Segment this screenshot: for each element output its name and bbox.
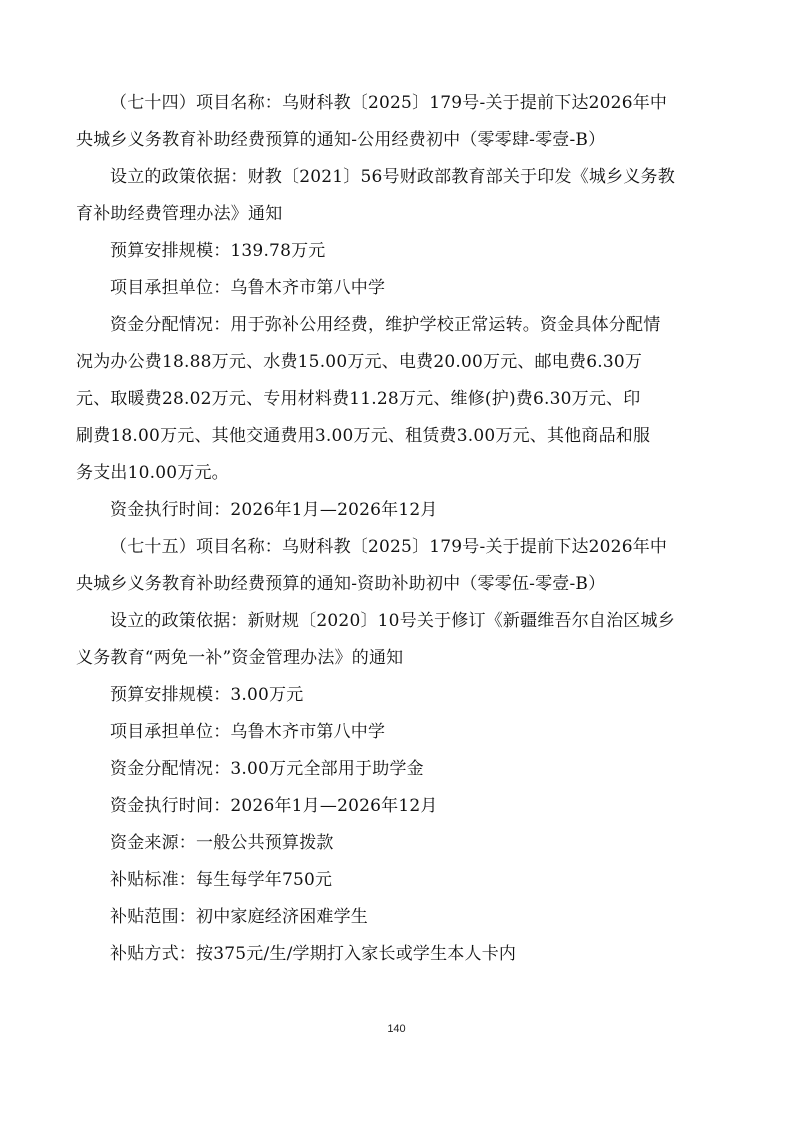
item75-standard-paragraph	[110, 862, 710, 899]
item74-title-paragraph	[76, 85, 710, 159]
text-line: 预算安排规模：139.78万元	[110, 241, 326, 261]
item74-budget-paragraph	[110, 233, 710, 270]
text-line: 资金分配情况：用于弥补公用经费，维护学校正常运转。资金具体分配情	[110, 315, 661, 335]
item75-title-paragraph	[76, 529, 710, 603]
text-line: 央城乡义务教育补助经费预算的通知-公用经费初中（零零肆-零壹-B）	[76, 130, 606, 150]
text-line: 资金分配情况：3.00万元全部用于助学金	[110, 759, 424, 779]
text-line: 补贴方式：按375元/生/学期打入家长或学生本人卡内	[110, 944, 517, 964]
item75-scope-paragraph	[110, 899, 710, 936]
item74-time-paragraph	[110, 492, 710, 529]
text-line: 务支出10.00万元。	[76, 463, 229, 483]
text-line: 补贴标准：每生每学年750元	[110, 870, 333, 890]
text-line: （七十四）项目名称：乌财科教〔2025〕179号-关于提前下达2026年中	[110, 93, 668, 113]
text-line: 资金执行时间：2026年1月—2026年12月	[110, 500, 438, 520]
text-line: 义务教育“两免一补”资金管理办法》的通知	[76, 648, 404, 668]
text-line: 项目承担单位：乌鲁木齐市第八中学	[110, 278, 386, 298]
text-line: 央城乡义务教育补助经费预算的通知-资助补助初中（零零伍-零壹-B）	[76, 574, 606, 594]
text-line: 补贴范围：初中家庭经济困难学生	[110, 907, 368, 927]
text-line: 况为办公费18.88万元、水费15.00万元、电费20.00万元、邮电费6.30万	[76, 352, 643, 372]
item75-unit-paragraph	[110, 714, 710, 751]
text-line: 资金执行时间：2026年1月—2026年12月	[110, 796, 438, 816]
text-line: 资金来源：一般公共预算拨款	[110, 833, 334, 853]
text-line: 育补助经费管理办法》通知	[76, 204, 283, 224]
text-line: （七十五）项目名称：乌财科教〔2025〕179号-关于提前下达2026年中	[110, 537, 668, 557]
item75-policy-paragraph	[76, 603, 710, 677]
text-line: 刷费18.00万元、其他交通费用3.00万元、租赁费3.00万元、其他商品和服	[76, 426, 651, 446]
item75-budget-paragraph	[110, 677, 710, 714]
text-line: 预算安排规模：3.00万元	[110, 685, 304, 705]
item74-policy-paragraph	[76, 159, 710, 233]
item74-allocation-paragraph	[76, 307, 710, 492]
text-line: 项目承担单位：乌鲁木齐市第八中学	[110, 722, 386, 742]
text-line: 元、取暖费28.02万元、专用材料费11.28万元、维修(护)费6.30万元、印	[76, 389, 641, 409]
item75-time-paragraph	[110, 788, 710, 825]
page-number: 140	[387, 1023, 406, 1035]
item75-allocation-paragraph	[110, 751, 710, 788]
item75-source-paragraph	[110, 825, 710, 862]
text-line: 设立的政策依据：新财规〔2020〕10号关于修订《新疆维吾尔自治区城乡	[110, 611, 675, 631]
text-line: 设立的政策依据：财教〔2021〕56号财政部教育部关于印发《城乡义务教	[110, 167, 675, 187]
item74-unit-paragraph	[110, 270, 710, 307]
item75-method-paragraph	[110, 936, 710, 973]
